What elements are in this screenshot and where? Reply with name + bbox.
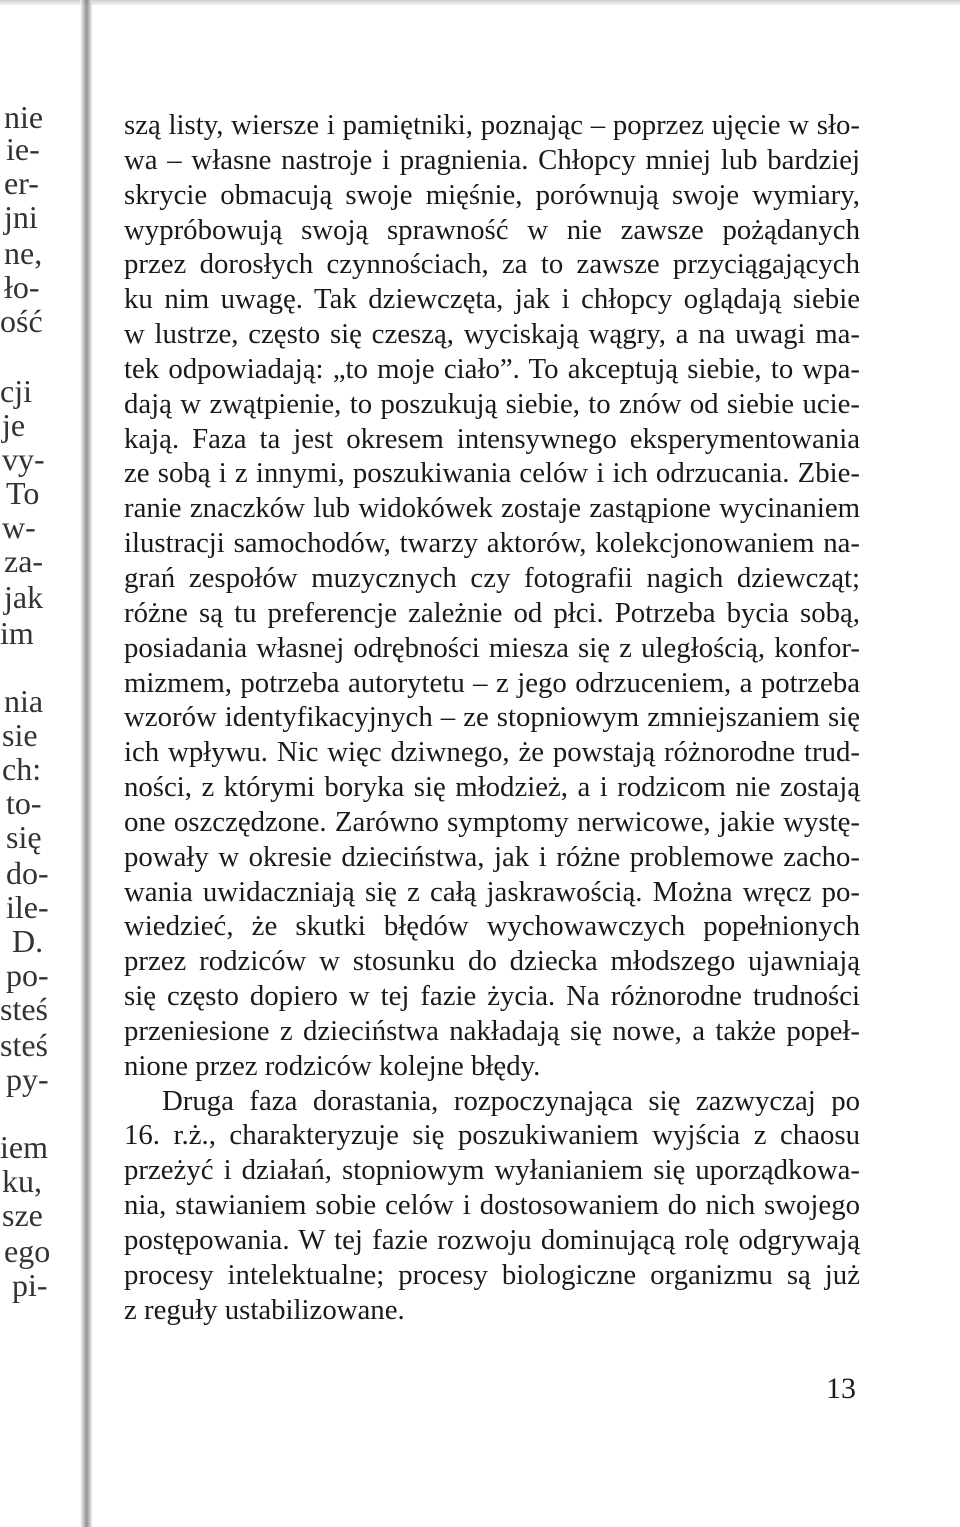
margin-fragment: er- <box>4 165 39 201</box>
body-line: tek odpowiadają: „to moje ciało”. To akceptują siebie, to wpa- <box>124 352 860 385</box>
body-line: posiadania własnej odrębności miesza się z uległością, konfor- <box>124 631 860 664</box>
margin-fragment: je <box>2 407 26 443</box>
book-gutter-shadow <box>80 0 92 1527</box>
body-line: 16. r.ż., charakteryzuje się poszukiwaniem wyjścia z chaosu <box>124 1119 860 1152</box>
body-line: wa – własne nastroje i pragnienia. Chłopcy mniej lub bardziej <box>124 143 860 176</box>
margin-fragment: steś <box>0 1027 48 1063</box>
margin-fragment: ne, <box>4 235 43 271</box>
body-line: procesy intelektualne; procesy biologiczne organizmu są już <box>124 1258 860 1291</box>
body-line: szą listy, wiersze i pamiętniki, poznając – poprzez ujęcie w sło- <box>124 109 860 141</box>
previous-page-margin <box>0 86 76 1346</box>
body-line: różne są tu preferencje zależnie od płci. Potrzeba bycia sobą, <box>124 596 860 629</box>
body-line: one oszczędzone. Zarówno symptomy nerwicowe, jakie wystę- <box>124 805 860 838</box>
margin-fragment: sie <box>2 717 38 753</box>
margin-fragment: ku, <box>2 1163 42 1199</box>
margin-fragment: iem <box>0 1129 48 1165</box>
body-line: przez dorosłych czynnościach, za to zawsze przyciągających <box>124 248 860 281</box>
margin-fragment: sze <box>2 1197 43 1233</box>
margin-fragment: ile- <box>6 889 49 925</box>
margin-fragment: za- <box>4 543 44 579</box>
body-line: przeniesione z dzieciństwa nakładają się nowe, a także popeł- <box>124 1014 860 1047</box>
body-line: ranie znaczków lub widokówek zostaje zastąpione wycinaniem <box>124 492 860 525</box>
body-line: grań zespołów muzycznych czy fotografii nagich dziewcząt; <box>124 561 860 594</box>
margin-fragment: ło- <box>4 269 40 305</box>
body-line: nia, stawianiem sobie celów i dostosowaniem do nich swojego <box>124 1189 860 1222</box>
body-line: ich wpływu. Nic więc dziwnego, że powstają różnorodne trud- <box>124 736 860 769</box>
margin-fragment: im <box>0 615 34 651</box>
body-line: się często dopiero w tej fazie życia. Na różnorodne trudności <box>124 980 860 1013</box>
body-line: mizmem, potrzeba autorytetu – z jego odrzuceniem, a potrzeba <box>124 666 860 699</box>
margin-fragment: to- <box>6 785 42 821</box>
margin-fragment: nia <box>4 683 44 719</box>
paragraph-first-line: Druga faza dorastania, rozpoczynająca się zazwyczaj po <box>162 1084 860 1117</box>
body-line: w lustrze, często się czeszą, wyciskają wągry, a na uwagi ma- <box>124 318 860 351</box>
body-line: skrycie obmacują swoje mięśnie, porównują swoje wymiary, <box>124 178 860 211</box>
margin-fragment: To <box>6 475 40 511</box>
body-line: ilustracji samochodów, twarzy aktorów, kolekcjonowaniem na- <box>124 527 860 560</box>
top-edge-rule <box>0 0 960 5</box>
body-line: powały w okresie dzieciństwa, jak i różne problemowe zacho- <box>124 840 860 873</box>
body-line: wypróbowują swoją sprawność w nie zawsze pożądanych <box>124 213 860 246</box>
body-line: postępowania. W tej fazie rozwoju dominującą rolę odgrywają <box>124 1224 860 1256</box>
margin-fragment: pi- <box>12 1267 48 1303</box>
body-line: dają w zwątpienie, to poszukują siebie, to znów od siebie ucie- <box>124 387 860 420</box>
body-line: z reguły ustabilizowane. <box>124 1293 405 1326</box>
margin-fragment: D. <box>12 923 44 959</box>
margin-fragment: vy- <box>2 441 45 477</box>
page-number: 13 <box>826 1372 856 1405</box>
body-text <box>124 108 860 1328</box>
body-line: ności, z którymi boryka się młodzież, a i rodzicom nie zostają <box>124 771 860 804</box>
margin-fragment: ego <box>4 1233 51 1269</box>
body-line: wania uwidaczniają się z całą jaskrawością. Można wręcz po- <box>124 875 860 908</box>
margin-fragment: ie- <box>6 131 40 167</box>
margin-fragment: cji <box>0 373 32 409</box>
margin-fragment: ch: <box>2 751 42 787</box>
margin-fragment: do- <box>6 855 49 891</box>
margin-fragment: jak <box>4 579 44 615</box>
body-line: wzorów identyfikacyjnych – ze stopniowym zmniejszaniem się <box>124 701 860 734</box>
body-line: przeżyć i działań, stopniowym wyłanianiem się uporządkowa- <box>124 1154 860 1187</box>
margin-fragment: po- <box>6 957 49 993</box>
margin-fragment: ość <box>0 303 43 339</box>
body-line: kają. Faza ta jest okresem intensywnego eksperymentowania <box>124 422 860 455</box>
body-line: wiedzieć, że skutki błędów wychowawczych popełnionych <box>124 910 860 943</box>
margin-fragment: się <box>6 819 42 855</box>
body-line: ze sobą i z innymi, poszukiwania celów i ich odrzucania. Zbie- <box>124 457 860 490</box>
body-line: nione przez rodziców kolejne błędy. <box>124 1049 541 1082</box>
body-line: przez rodziców w stosunku do dziecka młodszego ujawniają <box>124 945 860 978</box>
margin-fragment: py- <box>6 1061 49 1097</box>
body-line: ku nim uwagę. Tak dziewczęta, jak i chłopcy oglądają siebie <box>124 283 860 316</box>
margin-fragment: w- <box>2 509 36 545</box>
margin-fragment: jni <box>4 199 38 235</box>
margin-fragment: steś <box>0 991 48 1027</box>
margin-fragment: nie <box>4 99 44 135</box>
